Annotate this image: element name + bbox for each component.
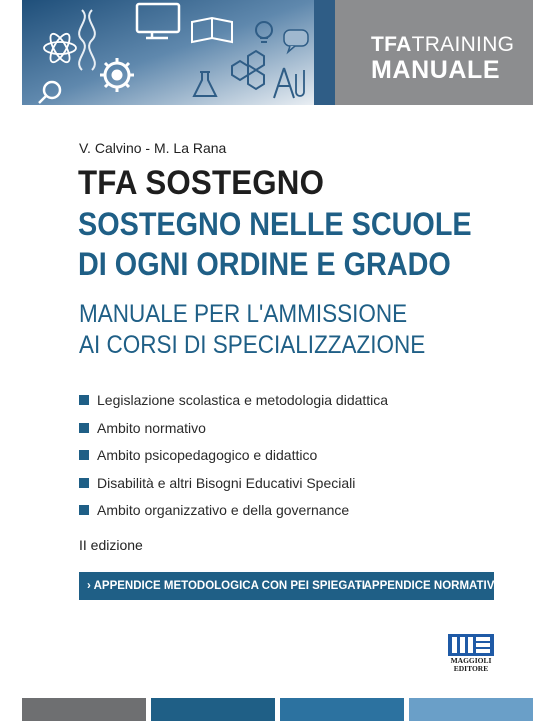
series-brand-tfa: TFA (371, 33, 412, 56)
publisher-name-line: MAGGIOLI (450, 656, 492, 665)
authors: V. Calvino - M. La Rana (79, 140, 227, 156)
series-brand (335, 0, 533, 105)
topic-item (79, 499, 388, 527)
edition-label: II edizione (79, 537, 143, 553)
topic-label: Ambito organizzativo e della governance (97, 502, 350, 519)
topics-list (79, 389, 388, 527)
topic-label: Ambito normativo (97, 419, 206, 436)
appendix-metodologica: › APPENDICE METODOLOGICA CON PEI SPIEGATI (87, 580, 365, 592)
topic-label: Disabilità e altri Bisogni Educativi Speciali (97, 474, 356, 491)
gear-icon (100, 58, 134, 92)
square-bullet-icon (79, 450, 89, 460)
book-subtitle-line: MANUALE PER L'AMMISSIONE (79, 300, 408, 328)
education-icons-collage (22, 0, 314, 105)
series-brand-line1 (371, 34, 514, 56)
book-title-sub-line: SOSTEGNO NELLE SCUOLE (78, 206, 472, 242)
publisher-name-line: EDITORE (453, 664, 489, 673)
square-bullet-icon (79, 478, 89, 488)
book-title: TFA SOSTEGNO (78, 164, 325, 202)
series-brand-manuale: MANUALE (371, 56, 501, 84)
topic-item (79, 444, 388, 472)
publisher-logo (448, 634, 494, 674)
book-subtitle-line: AI CORSI DI SPECIALIZZAZIONE (79, 331, 426, 359)
footer-color-strips (22, 698, 533, 721)
cover-banner (22, 0, 533, 105)
footer-strip (22, 698, 146, 721)
topic-label: Ambito psicopedagogico e didattico (97, 447, 318, 464)
topic-label: Legislazione scolastica e metodologia didattica (97, 392, 389, 408)
footer-strip (151, 698, 275, 721)
footer-strip (409, 698, 533, 721)
book-title-sub (78, 204, 501, 284)
topic-item (79, 417, 388, 445)
appendix-bar (79, 572, 502, 600)
publisher-name (448, 657, 494, 673)
maggioli-logo-icon (448, 634, 494, 656)
series-brand-training: TRAINING (411, 33, 515, 56)
square-bullet-icon (79, 505, 89, 515)
square-bullet-icon (79, 395, 89, 405)
footer-strip (280, 698, 404, 721)
book-subtitle (79, 299, 425, 361)
book-title-sub-line: DI OGNI ORDINE E GRADO (78, 246, 451, 282)
topic-item (79, 472, 388, 500)
square-bullet-icon (79, 423, 89, 433)
appendix-normativa: › APPENDICE NORMATIVA (357, 580, 502, 592)
topic-item (79, 389, 388, 417)
